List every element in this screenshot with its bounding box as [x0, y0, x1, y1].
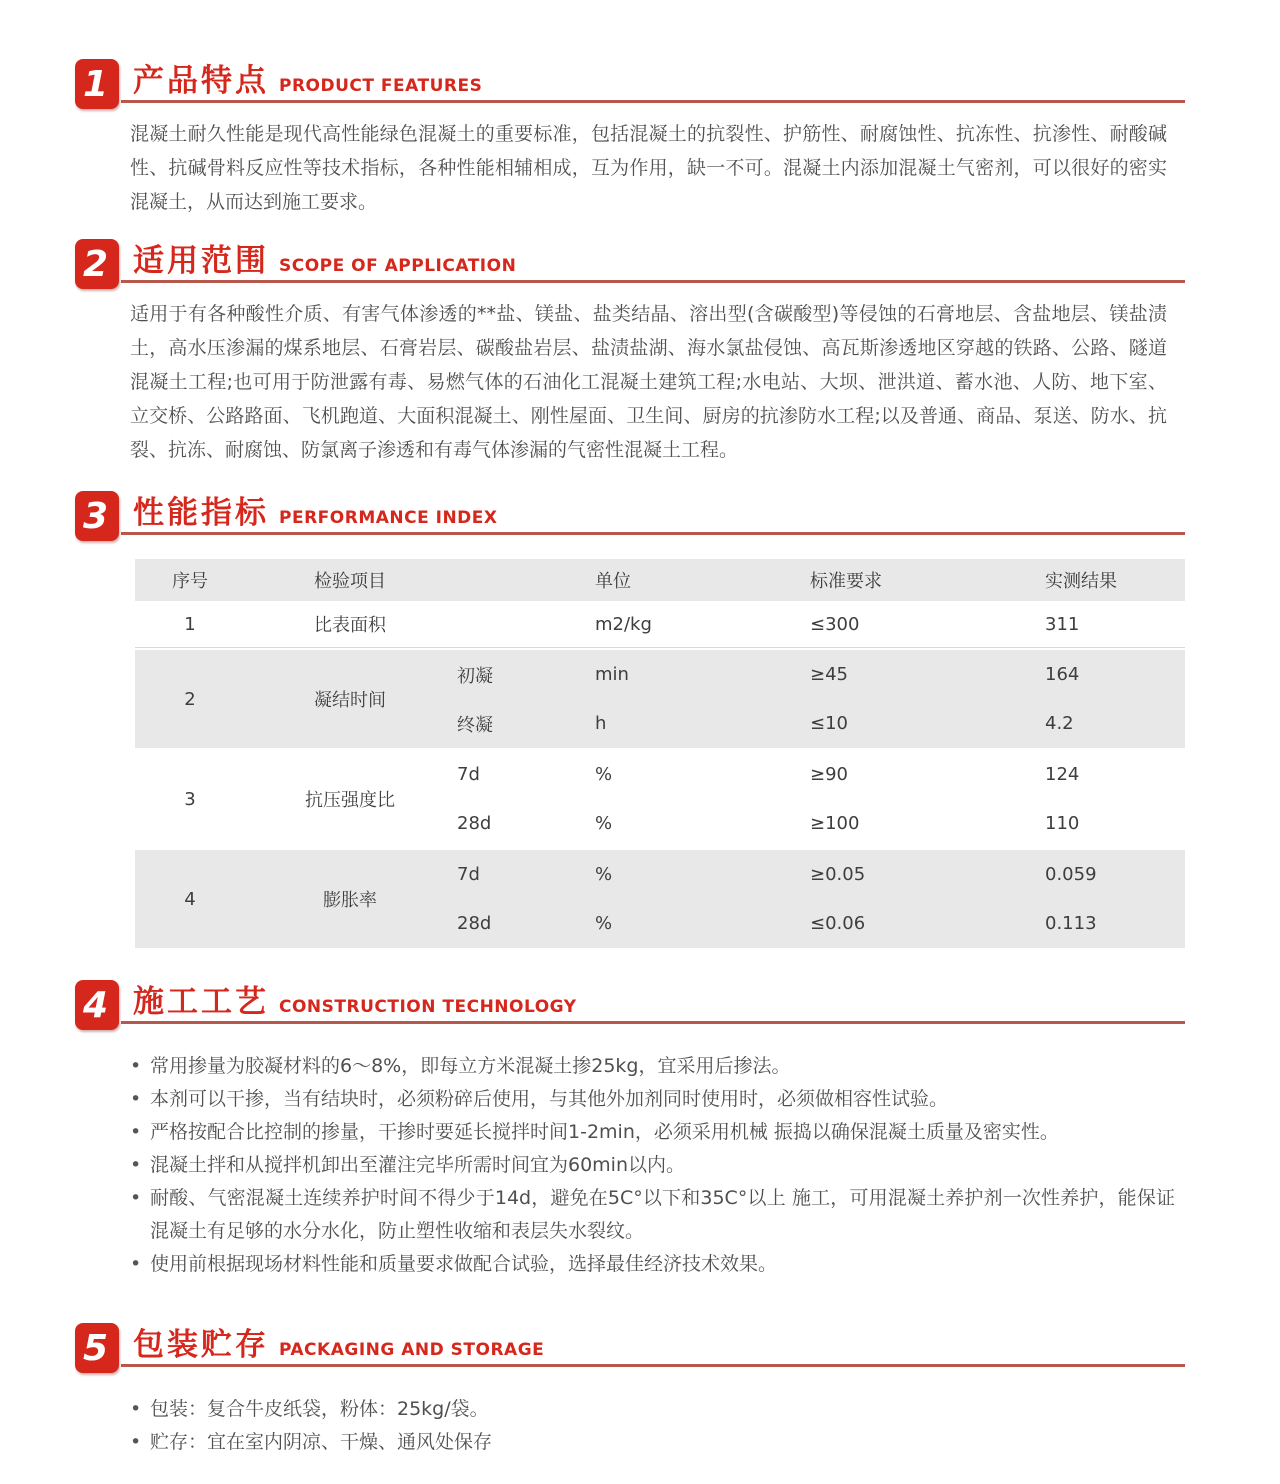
section-1-subtitle: PRODUCT FEATURES	[279, 76, 483, 96]
row1-item: 比表面积	[314, 615, 386, 636]
section-5-subtitle: PACKAGING AND STORAGE	[279, 1340, 545, 1360]
table-header-row	[135, 559, 1185, 601]
bullet-dot: •	[130, 1088, 142, 1110]
row3-sub2-name: 28d	[457, 813, 492, 834]
list-item	[130, 1426, 1175, 1459]
row4-item: 膨胀率	[323, 890, 377, 911]
table-row-compressive-ratio	[135, 750, 1185, 848]
row1-result: 311	[1045, 613, 1080, 635]
bullet-dot: •	[130, 1253, 142, 1275]
section-4-titles	[133, 976, 577, 1021]
section-3-header	[75, 487, 1185, 537]
row1-unit: m2/kg	[595, 613, 652, 635]
row3-sub2-unit: %	[595, 813, 613, 834]
row3-item: 抗压强度比	[305, 790, 395, 811]
section-1-titles	[133, 55, 482, 100]
section-5-titles	[133, 1319, 544, 1364]
list-item	[130, 1050, 1175, 1083]
list-item	[130, 1116, 1175, 1149]
section-3-title: 性能指标	[133, 495, 269, 531]
row2-sub2-unit: h	[595, 713, 607, 734]
bullet-text: 常用掺量为胶凝材料的6～8%，即每立方米混凝土掺25kg，宜采用后掺法。	[150, 1055, 791, 1077]
list-item	[130, 1083, 1175, 1116]
row2-sub1-unit: min	[595, 664, 629, 685]
section-5-header	[75, 1319, 1185, 1369]
construction-bullet-list	[130, 1050, 1175, 1281]
row2-sub2-result: 4.2	[1045, 713, 1074, 734]
row1-standard: ≤300	[810, 613, 860, 635]
bullet-dot: •	[130, 1121, 142, 1143]
table-row-expansion-rate	[135, 850, 1185, 948]
header-result: 实测结果	[1045, 571, 1117, 592]
section-1-paragraph: 混凝土耐久性能是现代高性能绿色混凝土的重要标准，包括混凝土的抗裂性、护筋性、耐腐蚀性、抗冻性、抗渗性、耐酸碱性、抗碱骨料反应性等技术指标，各种性能相辅相成，互为作用，缺一不可。混凝土内添加混凝土气密剂，可以很好的密实混凝土，从而达到施工要求。	[130, 123, 1167, 213]
bullet-text: 本剂可以干掺，当有结块时，必须粉碎后使用，与其他外加剂同时使用时，必须做相容性试验。	[150, 1088, 949, 1110]
section-5-title: 包装贮存	[133, 1327, 269, 1363]
section-2-title: 适用范围	[133, 243, 269, 279]
section-construction-technology	[75, 976, 1185, 1281]
row3-no: 3	[184, 788, 196, 810]
header-standard: 标准要求	[810, 571, 882, 592]
section-2-header	[75, 235, 1185, 285]
row4-sub1-name: 7d	[457, 864, 480, 885]
bullet-text: 耐酸、气密混凝土连续养护时间不得少于14d，避免在5C°以下和35C°以上 施工，可用混凝土养护剂一次性养护，能保证混凝土有足够的水分水化，防止塑性收缩和表层失水裂纹。	[150, 1187, 1175, 1242]
row2-sub1-standard: ≥45	[810, 664, 848, 685]
row4-sub1-result: 0.059	[1045, 864, 1097, 885]
section-4-title: 施工工艺	[133, 984, 269, 1020]
section-5-number-badge: 5	[75, 1323, 119, 1373]
row4-sub2-name: 28d	[457, 913, 492, 934]
section-1-number-badge: 1	[75, 59, 119, 109]
bullet-text: 包装：复合牛皮纸袋，粉体：25kg/袋。	[150, 1398, 489, 1420]
performance-table	[135, 559, 1185, 948]
header-item: 检验项目	[314, 571, 386, 592]
table-row-setting-time	[135, 650, 1185, 748]
list-item	[130, 1149, 1175, 1182]
section-1-title: 产品特点	[133, 63, 269, 99]
row3-sub2-standard: ≥100	[810, 813, 860, 834]
section-4-header	[75, 976, 1185, 1026]
bullet-dot: •	[130, 1055, 142, 1077]
row4-sub2-unit: %	[595, 913, 613, 934]
section-1-header	[75, 55, 1185, 105]
section-4-subtitle: CONSTRUCTION TECHNOLOGY	[279, 997, 577, 1017]
bullet-text: 使用前根据现场材料性能和质量要求做配合试验，选择最佳经济技术效果。	[150, 1253, 778, 1275]
bullet-dot: •	[130, 1398, 142, 1420]
list-item	[130, 1182, 1175, 1248]
bullet-text: 严格按配合比控制的掺量，干掺时要延长搅拌时间1-2min，必须采用机械 振捣以确保混凝土质量及密实性。	[150, 1121, 1059, 1143]
section-product-features	[75, 55, 1185, 219]
packaging-bullet-list	[130, 1393, 1175, 1459]
section-3-number-badge: 3	[75, 491, 119, 541]
list-item	[130, 1248, 1175, 1281]
bullet-dot: •	[130, 1431, 142, 1453]
section-2-paragraph: 适用于有各种酸性介质、有害气体渗透的**盐、镁盐、盐类结晶、溶出型(含碳酸型)等侵蚀的石膏地层、含盐地层、镁盐渍土，高水压渗漏的煤系地层、石膏岩层、碳酸盐岩层、盐渍盐湖、海水氯盐侵蚀、高瓦斯渗透地区穿越的铁路、公路、隧道混凝土工程;也可用于防泄露有毒、易燃气体的石油化工混凝土建筑工程;水电站、大坝、泄洪道、蓄水池、人防、地下室、立交桥、公路路面、飞机跑道、大面积混凝土、刚性屋面、卫生间、厨房的抗渗防水工程;以及普通、商品、泵送、防水、抗裂、抗冻、耐腐蚀、防氯离子渗透和有毒气体渗漏的气密性混凝土工程。	[130, 303, 1167, 461]
row4-sub2-standard: ≤0.06	[810, 913, 866, 934]
row3-sub1-name: 7d	[457, 764, 480, 785]
row2-no: 2	[184, 688, 196, 710]
section-3-rule	[121, 532, 1185, 535]
section-packaging-storage	[75, 1319, 1185, 1459]
row2-sub1-result: 164	[1045, 664, 1080, 685]
row4-sub1-unit: %	[595, 864, 613, 885]
section-2-number-badge: 2	[75, 239, 119, 289]
row4-sub1-standard: ≥0.05	[810, 864, 866, 885]
section-5-rule	[121, 1364, 1185, 1367]
section-2-rule	[121, 280, 1185, 283]
row3-sub1-unit: %	[595, 764, 613, 785]
header-no: 序号	[172, 571, 208, 592]
section-scope-of-application	[75, 235, 1185, 467]
row2-sub2-standard: ≤10	[810, 713, 848, 734]
section-2-subtitle: SCOPE OF APPLICATION	[279, 256, 517, 276]
section-2-titles	[133, 235, 516, 280]
row2-sub2-name: 终凝	[457, 714, 493, 736]
table-row-specific-surface	[135, 601, 1185, 648]
section-performance-index	[75, 487, 1185, 948]
section-3-titles	[133, 487, 498, 532]
section-4-number-badge: 4	[75, 980, 119, 1030]
row4-no: 4	[184, 888, 196, 910]
row2-sub1-name: 初凝	[457, 665, 493, 687]
section-4-rule	[121, 1021, 1185, 1024]
bullet-dot: •	[130, 1187, 142, 1209]
bullet-dot: •	[130, 1154, 142, 1176]
row1-no: 1	[184, 613, 196, 635]
row3-sub1-result: 124	[1045, 764, 1080, 785]
row4-sub2-result: 0.113	[1045, 913, 1097, 934]
bullet-text: 混凝土拌和从搅拌机卸出至灌注完毕所需时间宜为60min以内。	[150, 1154, 686, 1176]
list-item	[130, 1393, 1175, 1426]
row3-sub1-standard: ≥90	[810, 764, 848, 785]
row3-sub2-result: 110	[1045, 813, 1080, 834]
bullet-text: 贮存：宜在室内阴凉、干燥、通风处保存	[150, 1431, 493, 1453]
section-3-subtitle: PERFORMANCE INDEX	[279, 508, 498, 528]
section-1-rule	[121, 100, 1185, 103]
header-unit: 单位	[595, 571, 631, 592]
row2-item: 凝结时间	[314, 690, 386, 711]
